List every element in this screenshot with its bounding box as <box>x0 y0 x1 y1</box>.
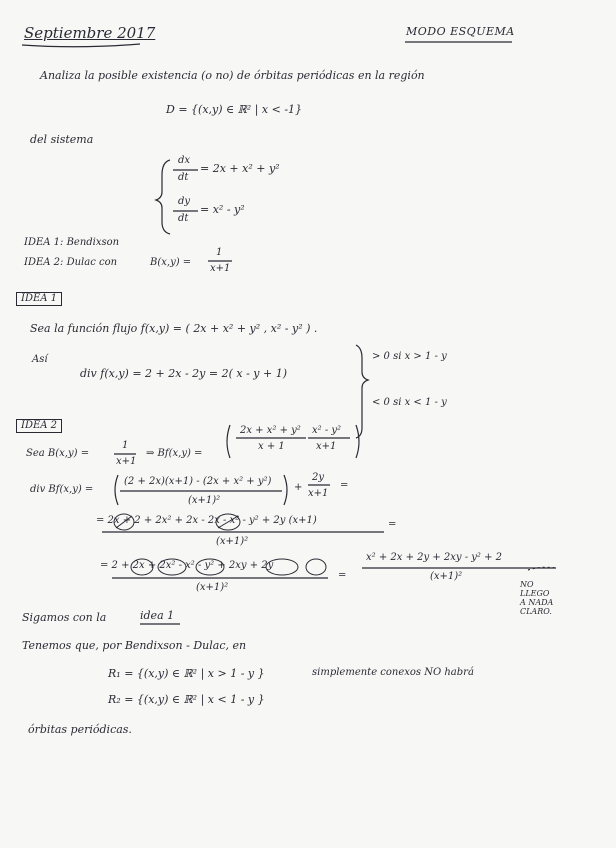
eq1-numerator: dx <box>178 155 191 166</box>
step1-equals: = <box>388 519 397 530</box>
step1-numerator: = 2x + 2 + 2x² + 2x - 2x - x² - y² + 2y (x+1) <box>96 515 317 526</box>
region-r1: R₁ = {(x,y) ∈ ℝ² | x > 1 - y } <box>108 667 265 680</box>
step1-denominator: (x+1)² <box>216 536 249 547</box>
region-r2: R₂ = {(x,y) ∈ ℝ² | x < 1 - y } <box>108 693 265 706</box>
div-bf-term-numerator: 2y <box>312 472 325 483</box>
div-bf-numerator: (2 + 2x)(x+1) - (2x + x² + y²) <box>124 476 272 487</box>
idea1-label: IDEA 1: Bendixson <box>24 237 120 248</box>
eq1-denominator: dt <box>178 172 189 183</box>
divergence-line: div f(x,y) = 2 + 2x - 2y = 2( x - y + 1) <box>80 367 288 380</box>
div-bf-term-denominator: x+1 <box>308 488 329 499</box>
step2-equals: = <box>338 570 347 581</box>
bf-first-denominator: x + 1 <box>258 441 285 452</box>
exam-date: Septiembre 2017 <box>24 24 156 42</box>
eq2-rhs: = x² - y² <box>200 203 245 216</box>
idea2-function: B(x,y) = <box>150 257 192 268</box>
idea2-label: IDEA 2: Dulac con <box>24 257 118 268</box>
bf-first-numerator: 2x + x² + y² <box>240 425 301 436</box>
step3-numerator: x² + 2x + 2y + 2xy - y² + 2 <box>366 552 503 563</box>
conclusion-final: órbitas periódicas. <box>28 723 132 736</box>
flow-function-line: Sea la función flujo f(x,y) = ( 2x + x² + y² , x² - y² ) . <box>30 322 318 335</box>
dulac-func-denominator: x+1 <box>116 456 137 467</box>
bf-second-numerator: x² - y² <box>312 425 342 436</box>
idea1-heading: IDEA 1 <box>16 292 62 306</box>
divergence-case-positive: > 0 si x > 1 - y <box>372 351 447 362</box>
bf-second-denominator: x+1 <box>316 441 337 452</box>
eq2-denominator: dt <box>178 213 189 224</box>
step3-denominator: (x+1)² <box>430 571 463 582</box>
conclusion-intro: Sigamos con la <box>22 611 107 624</box>
divergence-case-negative: < 0 si x < 1 - y <box>372 397 447 408</box>
eq2-numerator: dy <box>178 196 191 207</box>
div-bf-label: div Bf(x,y) = <box>30 484 94 495</box>
idea2-func-numerator: 1 <box>216 247 223 258</box>
region-definition: D = {(x,y) ∈ ℝ² | x < -1} <box>166 103 303 116</box>
asi-label: Así <box>32 354 48 365</box>
dulac-function-label: Sea B(x,y) = <box>26 448 90 459</box>
step2-denominator: (x+1)² <box>196 582 229 593</box>
div-bf-plus: + <box>294 482 303 493</box>
statement-system-label: del sistema <box>30 133 94 146</box>
dulac-func-numerator: 1 <box>122 440 129 451</box>
div-bf-equals: = <box>340 480 349 491</box>
idea2-heading: IDEA 2 <box>16 419 62 433</box>
step2-numerator: = 2 + 2x + 2x² - x² - y² + 2xy + 2y <box>100 560 274 571</box>
margin-note: NO LLEGO A NADA CLARO. <box>520 580 554 616</box>
eq1-rhs: = 2x + x² + y² <box>200 162 280 175</box>
mode-label: MODO ESQUEMA <box>406 25 515 38</box>
statement-line: Analiza la posible existencia (o no) de órbitas periódicas en la región <box>40 69 425 82</box>
bf-label: ⇒ Bf(x,y) = <box>146 448 203 459</box>
bendixson-dulac-line: Tenemos que, por Bendixson - Dulac, en <box>22 639 247 652</box>
regions-note: simplemente conexos NO habrá <box>312 667 474 678</box>
idea1-reference: idea 1 <box>140 609 175 622</box>
div-bf-denominator: (x+1)² <box>188 495 221 506</box>
idea2-func-denominator: x+1 <box>210 263 231 274</box>
